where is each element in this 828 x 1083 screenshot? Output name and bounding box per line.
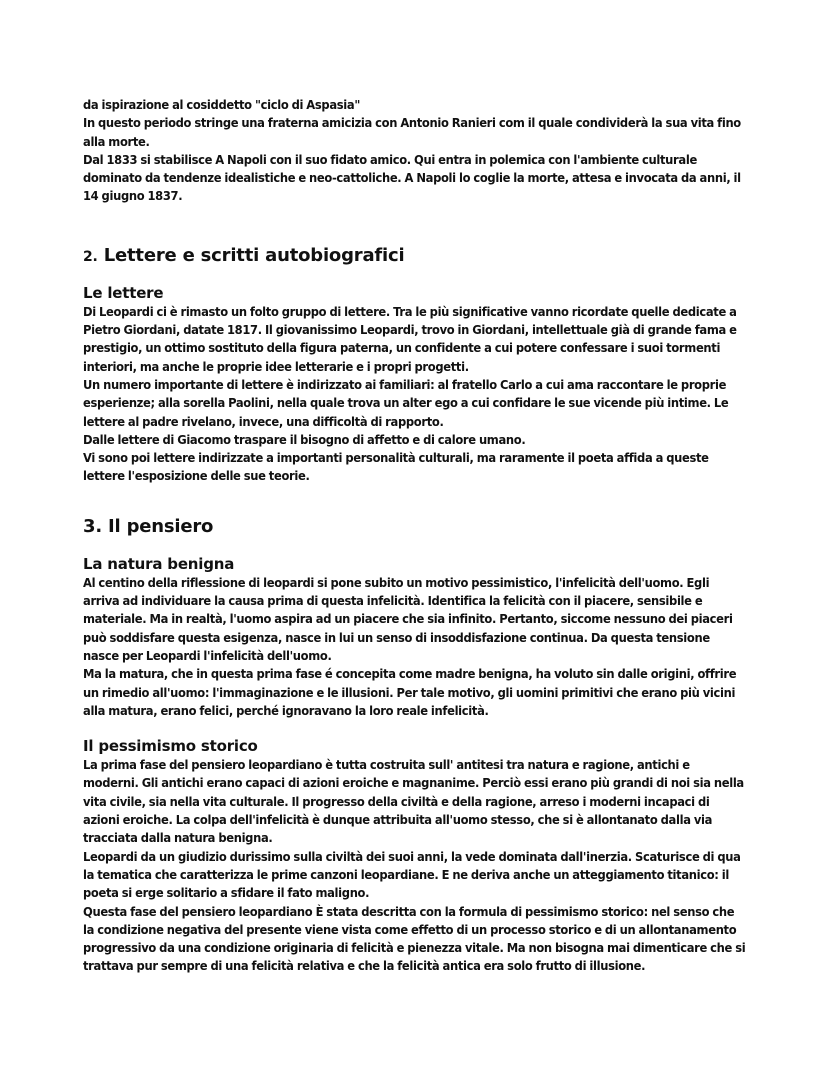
pessimismo-paragraph: La prima fase del pensiero leopardiano è tutta costruita sull' antitesi tra natura e ragione, antichi e moderni. Gli antichi erano capaci di azioni eroiche e magnanime. Perciò essi erano più grandi di noi sia nella vita civile, sia nella vita culturale. Il progresso della civiltà e della ragione, arreso i moderni incapaci di azioni eroiche. La colpa dell'infelicità è dunque attribuita all'uomo stesso, che si è allontanato dalla via tracciata dalla natura benigna. [83,758,744,846]
pessimismo-paragraph: Leopardi da un giudizio durissimo sulla civiltà dei suoi anni, la vede dominata dall'inerzia. Scaturisce di qua la tematica che caratterizza le prime canzoni leopardiane. E ne deriva anche un atteggiamento titanico: il poeta si erge solitario a sfidare il fato maligno. [83,849,741,901]
intro-block [83,96,748,206]
subheading-natura-benigna: La natura benigna [83,554,235,573]
lettere-paragraph: Dalle lettere di Giacomo traspare il bisogno di affetto e di calore umano. [83,432,526,447]
natura-paragraph: Al centino della riflessione di leopardi si pone subito un motivo pessimistico, l'infelicità dell'uomo. Egli arriva ad individuare la causa prima di questa infelicità. Identifica la felicità con il piacere, sensibile e materiale. Ma in realtà, l'uomo aspira ad un piacere che sia infinito. Pertanto, siccome nessuno dei piaceri può soddisfare questa esigenza, nasce in lui un senso di insoddisfazione continua. Da questa tensione nasce per Leopardi l'infelicità dell'uomo. [83,575,733,663]
section-2-title: Lettere e scritti autobiografici [103,244,405,266]
document-page [83,96,748,976]
subheading-pessimismo-storico: Il pessimismo storico [83,737,258,756]
lettere-paragraph: Di Leopardi ci è rimasto un folto gruppo di lettere. Tra le più significative vanno ricordate quelle dedicate a Pietro Giordani, datate 1817. Il giovanissimo Leopardi, trovo in Giordani, intellettuale già di grande fama e prestigio, un ottimo sostituto della figura paterna, un confidente a cui potere confessare i suoi tormenti interiori, ma anche le proprie idee letterarie e i propri progetti. [83,304,737,374]
lettere-paragraph: Un numero importante di lettere è indirizzato ai familiari: al fratello Carlo a cui ama raccontare le proprie esperienze; alla sorella Paolini, nella quale trova un alter ego a cui confidare le sue vicende più intime. Le lettere al padre rivelano, invece, una difficoltà di rapporto. [83,377,729,429]
section-2-heading [83,244,748,269]
subheading-le-lettere: Le lettere [83,283,164,302]
section-2-number: 2. [83,248,98,265]
section-3-heading: 3. Il pensiero [83,515,214,537]
pessimismo-paragraph: Questa fase del pensiero leopardiano È stata descritta con la formula di pessimismo storico: nel senso che la condizione negativa del presente viene vista come effetto di un processo storico e di un allontanamento progressivo da una condizione originaria di felicità e pienezza vitale. Ma non bisogna mai dimenticare che si trattava pur sempre di una felicità relativa e che la felicità antica era solo frutto di illusione. [83,904,746,974]
intro-paragraph: In questo periodo stringe una fraterna amicizia con Antonio Ranieri com il quale condividerà la sua vita fino alla morte. [83,116,741,149]
natura-paragraph: Ma la matura, che in questa prima fase é concepita come madre benigna, ha voluto sin dalle origini, offrire un rimedio all'uomo: l'immaginazione e le illusioni. Per tale motivo, gli uomini primitivi che erano più vicini alla matura, erano felici, perché ignoravano la loro reale infelicità. [83,667,737,718]
intro-paragraph: Dal 1833 si stabilisce A Napoli con il suo fidato amico. Qui entra in polemica con l'ambiente culturale dominato da tendenze idealistiche e neo-cattoliche. A Napoli lo coglie la morte, attesa e invocata da anni, il 14 giugno 1837. [83,152,741,204]
intro-line: da ispirazione al cosiddetto "ciclo di Aspasia" [83,98,361,112]
lettere-paragraph: Vi sono poi lettere indirizzate a importanti personalità culturali, ma raramente il poeta affida a queste lettere l'esposizione delle sue teorie. [83,451,709,484]
